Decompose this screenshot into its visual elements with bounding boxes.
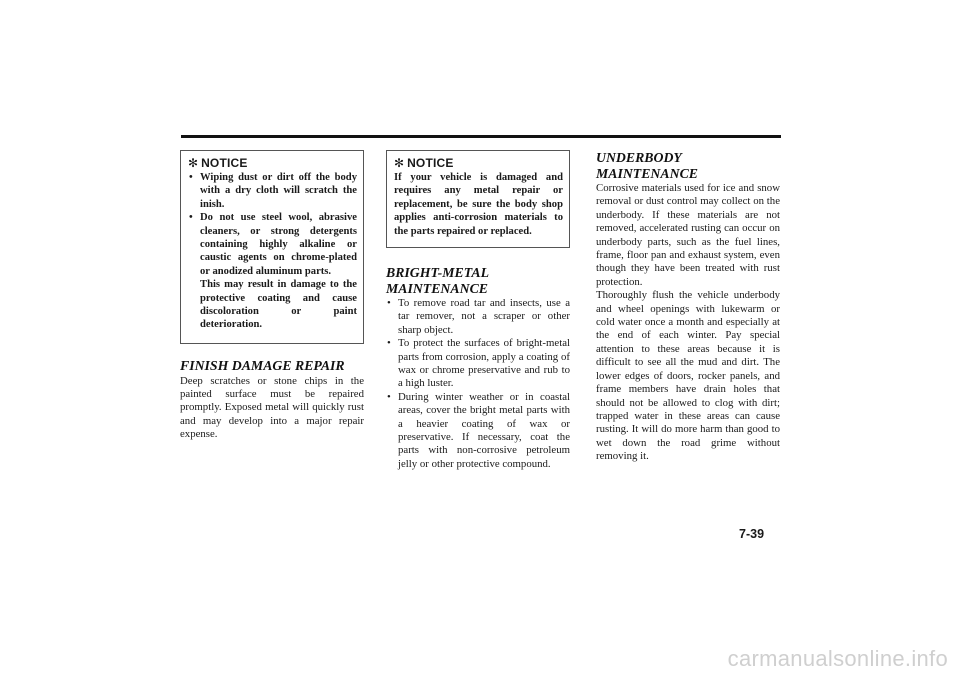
notice-box (386, 150, 570, 248)
notice-continuation: This may result in damage to the protective coating and cause discoloration or paint deterioration. (200, 279, 357, 331)
header-rule (181, 135, 781, 138)
notice-header (188, 156, 357, 170)
page-number: 7-39 (739, 527, 765, 541)
notice-item: • Wiping dust or dirt off the body with a dry cloth will scratch the inish. (188, 171, 357, 211)
gear-icon: ✻ (394, 156, 405, 170)
paragraph-finish-damage: Deep scratches or stone chips in the painted surface must be repaired promptly. Exposed metal will quickly rust and may develop into a major repair expense. (180, 374, 364, 441)
section-title-underbody-maintenance (596, 150, 780, 181)
notice-item: • Do not use steel wool, abrasive cleaners, or strong detergents containing highly alkaline or caustic agents on chrome-plated or anodized aluminum parts. (188, 211, 357, 278)
column-middle (386, 150, 570, 471)
bright-metal-list (386, 297, 570, 471)
notice-box (180, 150, 364, 344)
paragraph-underbody-2: Thoroughly flush the vehicle underbody and wheel openings with lukewarm or cold water once a month and especially at the end of each winter. Pay special attention to these areas because it is difficult to see all the mud and dirt. The lower edges of doors, rocker panels, and frame members have drain holes that should not be allowed to clog with dirt; trapped water in these areas can cause rusting. It will do more harm than good to wet down the road grime without removing it. (596, 289, 780, 463)
section-title-line: MAINTENANCE (596, 165, 698, 181)
notice-title: NOTICE (201, 156, 248, 170)
column-left (180, 150, 364, 442)
notice-header (394, 156, 563, 170)
list-item: • To remove road tar and insects, use a tar remover, not a scraper or other sharp object. (386, 297, 570, 337)
notice-body: If your vehicle is damaged and requires any metal repair or replacement, be sure the body shop applies anti-corrosion materials to the parts repaired or replaced. (394, 172, 563, 237)
notice-list (188, 171, 357, 278)
column-right (596, 150, 780, 464)
watermark: carmanualsonline.info (727, 646, 948, 671)
section-title-bright-metal-maintenance: BRIGHT-METAL MAINTENANCE (386, 265, 489, 296)
section-title-finish-damage-repair: FINISH DAMAGE REPAIR (180, 358, 345, 373)
gear-icon: ✻ (188, 156, 199, 170)
section-title-line: UNDERBODY (596, 150, 682, 165)
notice-title: NOTICE (407, 156, 454, 170)
list-item: • During winter weather or in coastal areas, cover the bright metal parts with a heavier coating of wax or preservative. If necessary, coat the parts with non-corrosive petroleum jelly or other protective compound. (386, 391, 570, 471)
paragraph-underbody-1: Corrosive materials used for ice and snow removal or dust control may collect on the underbody. If these materials are not removed, accelerated rusting can occur on underbody parts, such as the fuel lines, frame, floor pan and exhaust system, even though they have been treated with rust protection. (596, 182, 780, 288)
list-item: • To protect the surfaces of bright-metal parts from corrosion, apply a coating of wax or chrome preservative and rub to a high luster. (386, 337, 570, 391)
